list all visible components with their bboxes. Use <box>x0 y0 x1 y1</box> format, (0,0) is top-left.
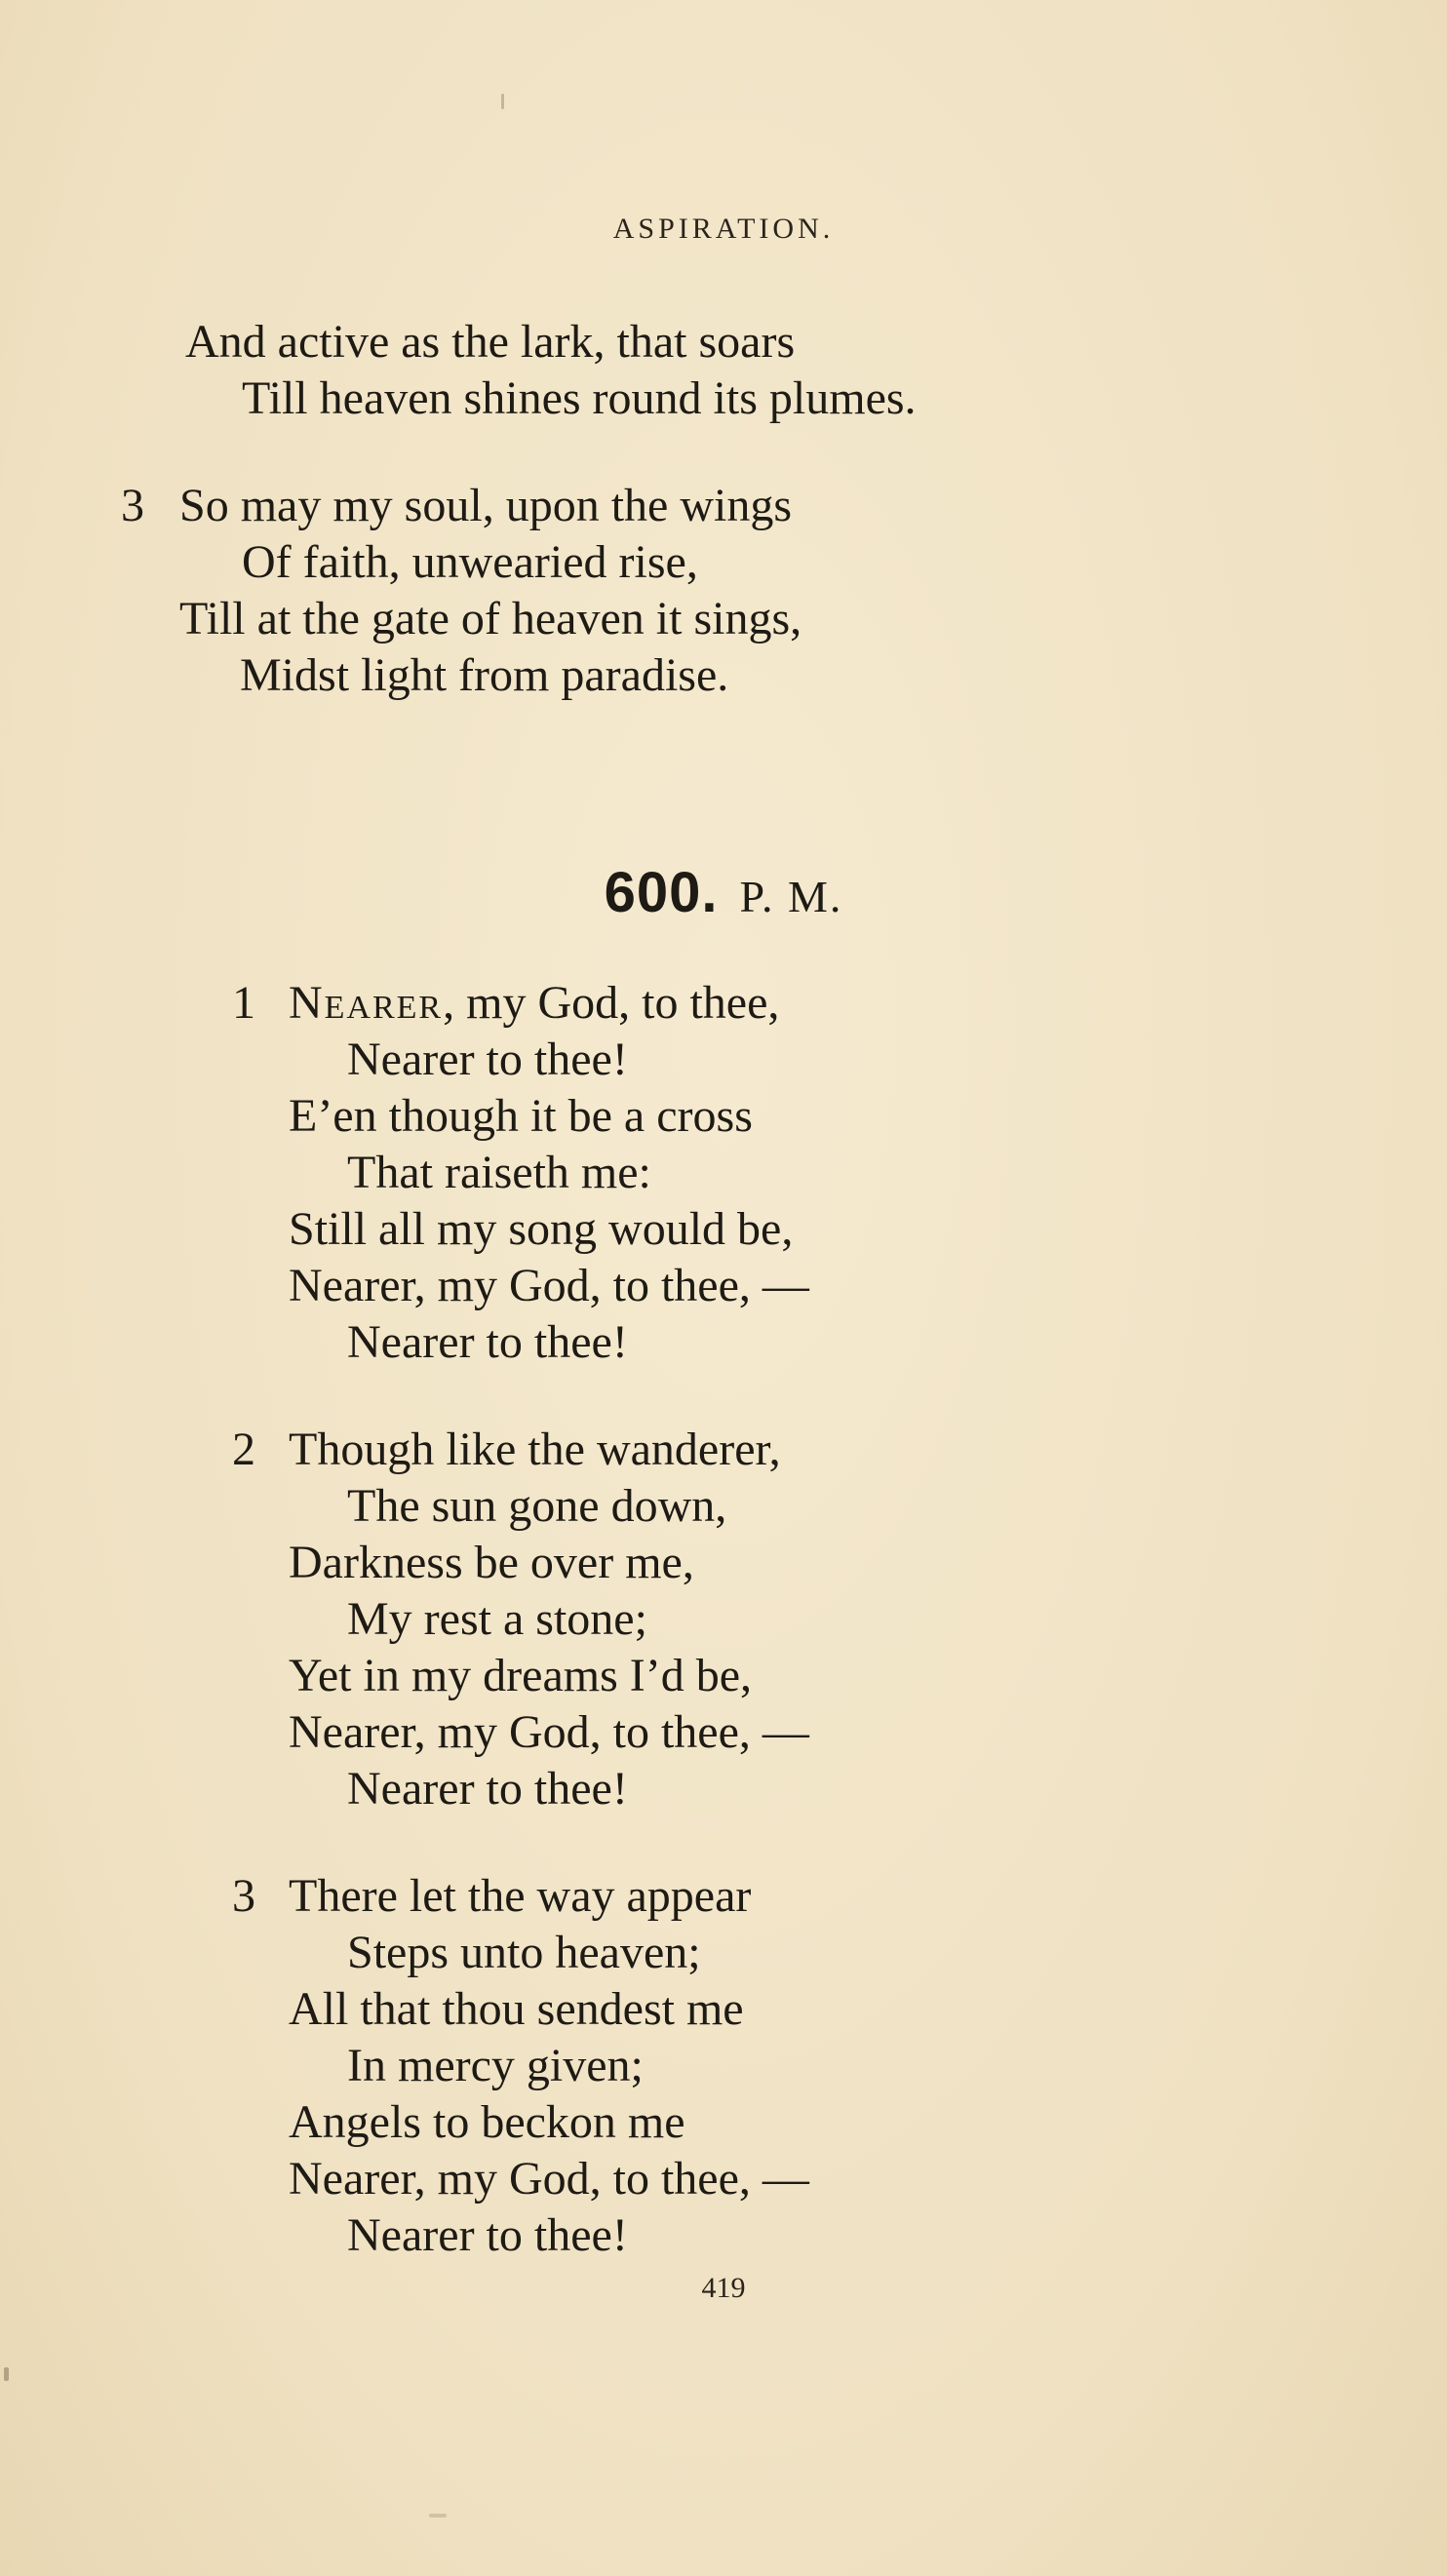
hymn-heading <box>0 858 1447 931</box>
hymn-number: 600. <box>604 861 719 924</box>
first-line-rest: , my God, to thee, <box>443 977 780 1029</box>
stanza-number: 3 <box>232 1870 255 1922</box>
verse-line: So may my soul, upon the wings <box>179 480 793 531</box>
verse-line: Yet in my dreams I’d be, <box>289 1650 753 1701</box>
verse-line: Till heaven shines round its plumes. <box>242 372 917 424</box>
paper-speck <box>4 2367 9 2381</box>
verse-line: My rest a stone; <box>347 1593 647 1645</box>
verse-line: E’en though it be a cross <box>289 1090 753 1142</box>
running-head: ASPIRATION. <box>612 213 835 245</box>
verse-line: Angels to beckon me <box>289 2096 685 2148</box>
first-word-smallcaps: Nearer <box>289 977 444 1029</box>
verse-line: Nearer, my God, to thee, — <box>289 1260 809 1311</box>
verse-line: There let the way appear <box>289 1870 752 1922</box>
verse-line: That raiseth me: <box>347 1147 651 1198</box>
hymn-meter: P. M. <box>739 872 843 921</box>
verse-line: Though like the wanderer, <box>289 1424 781 1475</box>
paper-speck <box>429 2514 447 2517</box>
page-number: 419 <box>701 2272 746 2304</box>
verse-line: Of faith, unwearied rise, <box>242 536 698 588</box>
verse-line: Nearer to thee! <box>347 2209 628 2261</box>
verse-line: Till at the gate of heaven it sings, <box>179 593 802 644</box>
verse-line: Still all my song would be, <box>289 1203 794 1255</box>
verse-line: All that thou sendest me <box>289 1983 744 2035</box>
verse-line: The sun gone down, <box>347 1480 727 1532</box>
verse-line: Nearer to thee! <box>347 1763 628 1815</box>
stanza-number: 1 <box>232 977 255 1029</box>
verse-line: Nearer, my God, to thee, — <box>289 2153 809 2205</box>
stanza-number: 3 <box>121 480 144 531</box>
stanza-number: 2 <box>232 1424 255 1475</box>
verse-line: Midst light from paradise. <box>240 649 729 701</box>
paper-speck <box>501 94 504 109</box>
verse-line: And active as the lark, that soars <box>185 316 796 368</box>
verse-line: Nearer to thee! <box>347 1316 628 1368</box>
verse-line: Darkness be over me, <box>289 1537 694 1588</box>
verse-line: Nearer, my God, to thee, — <box>289 1706 809 1758</box>
verse-line-first <box>289 975 779 1032</box>
verse-line: Nearer to thee! <box>347 1034 628 1085</box>
verse-line: In mercy given; <box>347 2040 644 2091</box>
verse-line: Steps unto heaven; <box>347 1927 701 1978</box>
